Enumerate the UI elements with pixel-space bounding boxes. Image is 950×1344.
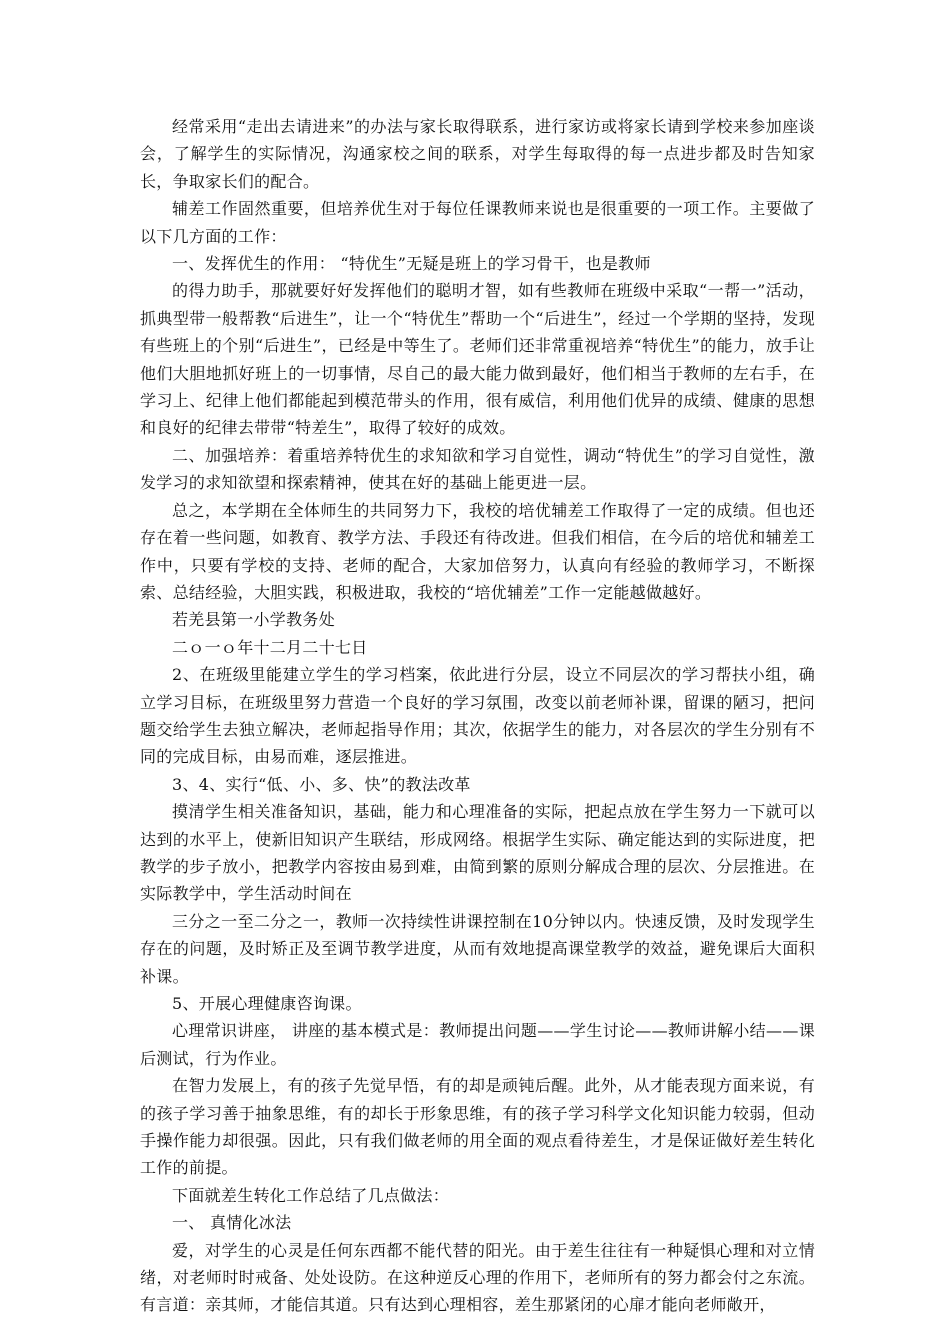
signature-office: 若羌县第一小学教务处 bbox=[172, 610, 336, 630]
paragraph-item-5-heading: 5、开展心理健康咨询课。 bbox=[172, 994, 362, 1013]
document-body bbox=[140, 113, 815, 1319]
signature-date: 二ｏ一ｏ年十二月二十七日 bbox=[172, 637, 368, 657]
paragraph-lecture-model: 心理常识讲座， 讲座的基本模式是：教师提出问题——学生讨论——教师讲解小结——课后测试，行为作业。 bbox=[140, 1021, 815, 1068]
paragraph-tutoring-intro: 辅差工作固然重要，但培养优生对于每位任课教师来说也是很重要的一项工作。主要做了以下几方面的工作： bbox=[140, 199, 815, 246]
paragraph-point-one-heading: 一、发挥优生的作用： “特优生”无疑是班上的学习骨干，也是教师 bbox=[172, 254, 651, 274]
paragraph-point-two: 二、加强培养：着重培养特优生的求知欲和学习自觉性，调动“特优生”的学习自觉性，激发学习的求知欲望和探索精神，使其在好的基础上能更进一层。 bbox=[140, 445, 815, 493]
paragraph-intelligence: 在智力发展上，有的孩子先觉早悟，有的却是顽钝后醒。此外，从才能表现方面来说，有的孩子学习善于抽象思维，有的却长于形象思维，有的孩子学习科学文化知识能力较弱，但动手操作能力却很强。因此，只有我们做老师的用全面的观点看待差生，才是保证做好差生转化工作的前提。 bbox=[140, 1076, 815, 1178]
paragraph-item-3-4-heading: 3、4、实行“低、小、多、快”的教法改革 bbox=[172, 774, 471, 794]
paragraph-method-one-body: 爱，对学生的心灵是任何东西都不能代替的阳光。由于差生往往有一种疑惧心理和对立情绪，对老师时时戒备、处处设防。在这种逆反心理的作用下，老师所有的努力都会付之东流。有言道：亲其师，才能信其道。只有达到心理相容，差生那紧闭的心扉才能向老师敞开， bbox=[140, 1240, 815, 1315]
paragraph-item-3-4-body: 摸清学生相关准备知识，基础，能力和心理准备的实际，把起点放在学生努力一下就可以达到的水平上，使新旧知识产生联结，形成网络。根据学生实际、确定能达到的实际进度，把教学的步子放小，把教学内容按由易到难，由简到繁的原则分解成合理的层次、分层推进。在实际教学中，学生活动时间在 bbox=[140, 802, 815, 904]
paragraph-parent-contact: 经常采用“走出去请进来”的办法与家长取得联系，进行家访或将家长请到学校来参加座谈会，了解学生的实际情况，沟通家校之间的联系，对学生每取得的每一点进步都及时告知家长，争取家长们的配合。 bbox=[140, 117, 815, 191]
paragraph-summary: 总之，本学期在全体师生的共同努力下，我校的培优辅差工作取得了一定的成绩。但也还存在着一些问题，如教育、教学方法、手段还有待改进。但我们相信，在今后的培优和辅差工作中，只要有学校的支持、老师的配合，大家加倍努力，认真向有经验的教师学习，不断探索、总结经验，大胆实践，积极进取，我校的“培优辅差”工作一定能越做越好。 bbox=[140, 500, 815, 602]
paragraph-point-one-body: 的得力助手，那就要好好发挥他们的聪明才智，如有些教师在班级中采取“一帮一”活动，抓典型带一般帮教“后进生”，让一个“特优生”帮助一个“后进生”，经过一个学期的坚持，发现有些班上的个别“后进生”，已经是中等生了。老师们还非常重视培养“特优生”的能力，放手让他们大胆地抓好班上的一切事情，尽自己的最大能力做到最好，他们相当于教师的左右手，在学习上、纪律上他们都能起到模范带头的作用，很有威信，利用他们优异的成绩、健康的思想和良好的纪律去带带“特差生”，取得了较好的成效。 bbox=[140, 281, 815, 438]
paragraph-item-2: 2、在班级里能建立学生的学习档案，依此进行分层，设立不同层次的学习帮扶小组，确立学习目标，在班级里努力营造一个良好的学习氛围，改变以前老师补课，留课的陋习，把问题交给学生去独立解决，老师起指导作用；其次，依据学生的能力，对各层次的学生分别有不同的完成目标，由易而难，逐层推进。 bbox=[140, 665, 815, 767]
paragraph-method-one-heading: 一、 真情化冰法 bbox=[172, 1213, 292, 1233]
paragraph-methods-intro: 下面就差生转化工作总结了几点做法： bbox=[172, 1185, 450, 1205]
paragraph-item-3-4-continued: 三分之一至二分之一，教师一次持续性讲课控制在10分钟以内。快速反馈，及时发现学生存在的问题，及时矫正及至调节教学进度，从而有效地提高课堂教学的效益，避免课后大面积补课。 bbox=[140, 911, 815, 986]
